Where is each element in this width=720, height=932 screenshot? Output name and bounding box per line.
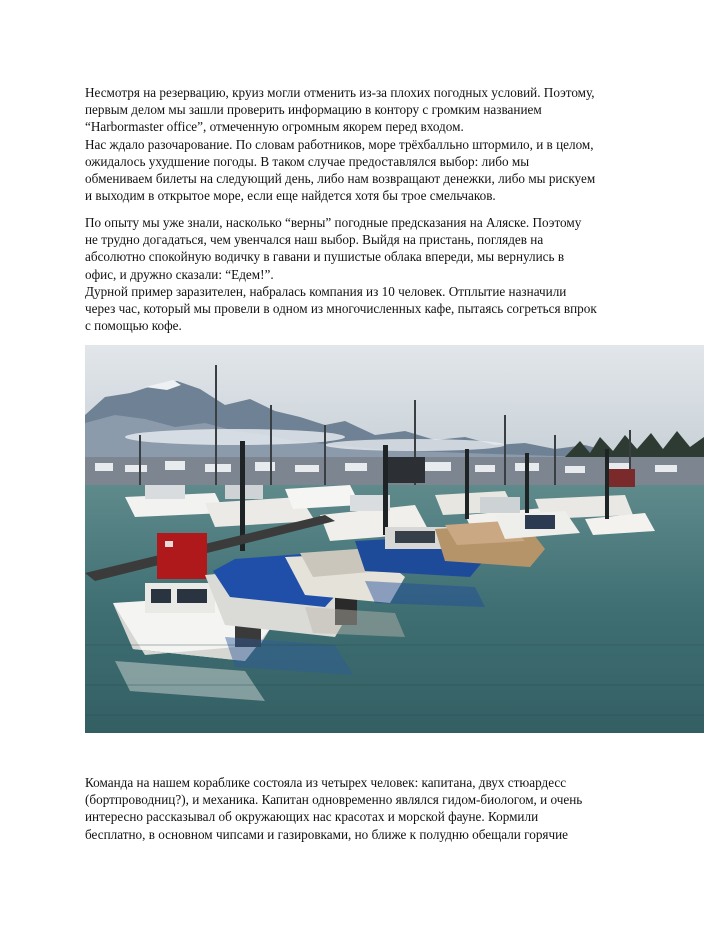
paragraph-crew [85, 774, 645, 843]
text-line: интересно рассказывал об окружающих нас красотах и морской фауне. Кормили [85, 809, 539, 825]
text-line: обмениваем билеты на следующий день, либо нам возвращают денежки, либо мы рискуем [85, 171, 596, 187]
text-line: через час, который мы провели в одном из многочисленных кафе, пытаясь согреться впрок [85, 301, 597, 317]
text-line: Нас ждало разочарование. По словам работников, море трёхбалльно штормило, и в целом, [85, 136, 594, 152]
paragraph-reservation [85, 84, 645, 204]
harbor-photo [85, 345, 704, 733]
text-line: бесплатно, в основном чипсами и газировками, но ближе к полудню обещали горячие [85, 826, 569, 842]
text-line: с помощью кофе. [85, 318, 182, 334]
text-line: офис, и дружно сказали: “Едем!”. [85, 266, 274, 282]
text-line: Несмотря на резервацию, круиз могли отменить из-за плохих погодных условий. Поэтому, [85, 85, 595, 100]
text-line: Дурной пример заразителен, набралась компания из 10 человек. Отплытие назначили [85, 283, 567, 299]
text-line: и выходим в открытое море, если еще найдется хотя бы трое смельчаков. [85, 188, 496, 204]
text-line: первым делом мы зашли проверить информацию в контору с громким названием [85, 102, 542, 118]
text-line: По опыту мы уже знали, насколько “верны” погодные предсказания на Аляске. Поэтому [85, 215, 582, 230]
text-line: “Harbormaster office”, отмеченную огромным якорем перед входом. [85, 119, 464, 135]
text-line: ожидалось ухудшение погоды. В таком случае предоставлялся выбор: либо мы [85, 153, 530, 169]
text-line: абсолютно спокойную водичку в гавани и пушистые облака впереди, мы вернулись в [85, 249, 565, 265]
text-line: не трудно догадаться, чем увенчался наш выбор. Выйдя на пристань, поглядев на [85, 232, 544, 248]
text-line: Команда на нашем кораблике состояла из четырех человек: капитана, двух стюардесс [85, 775, 567, 790]
text-line: (бортпроводниц?), и механика. Капитан одновременно являлся гидом-биологом, и очень [85, 792, 583, 808]
paragraph-weather-decision [85, 214, 645, 334]
red-box [157, 533, 207, 579]
